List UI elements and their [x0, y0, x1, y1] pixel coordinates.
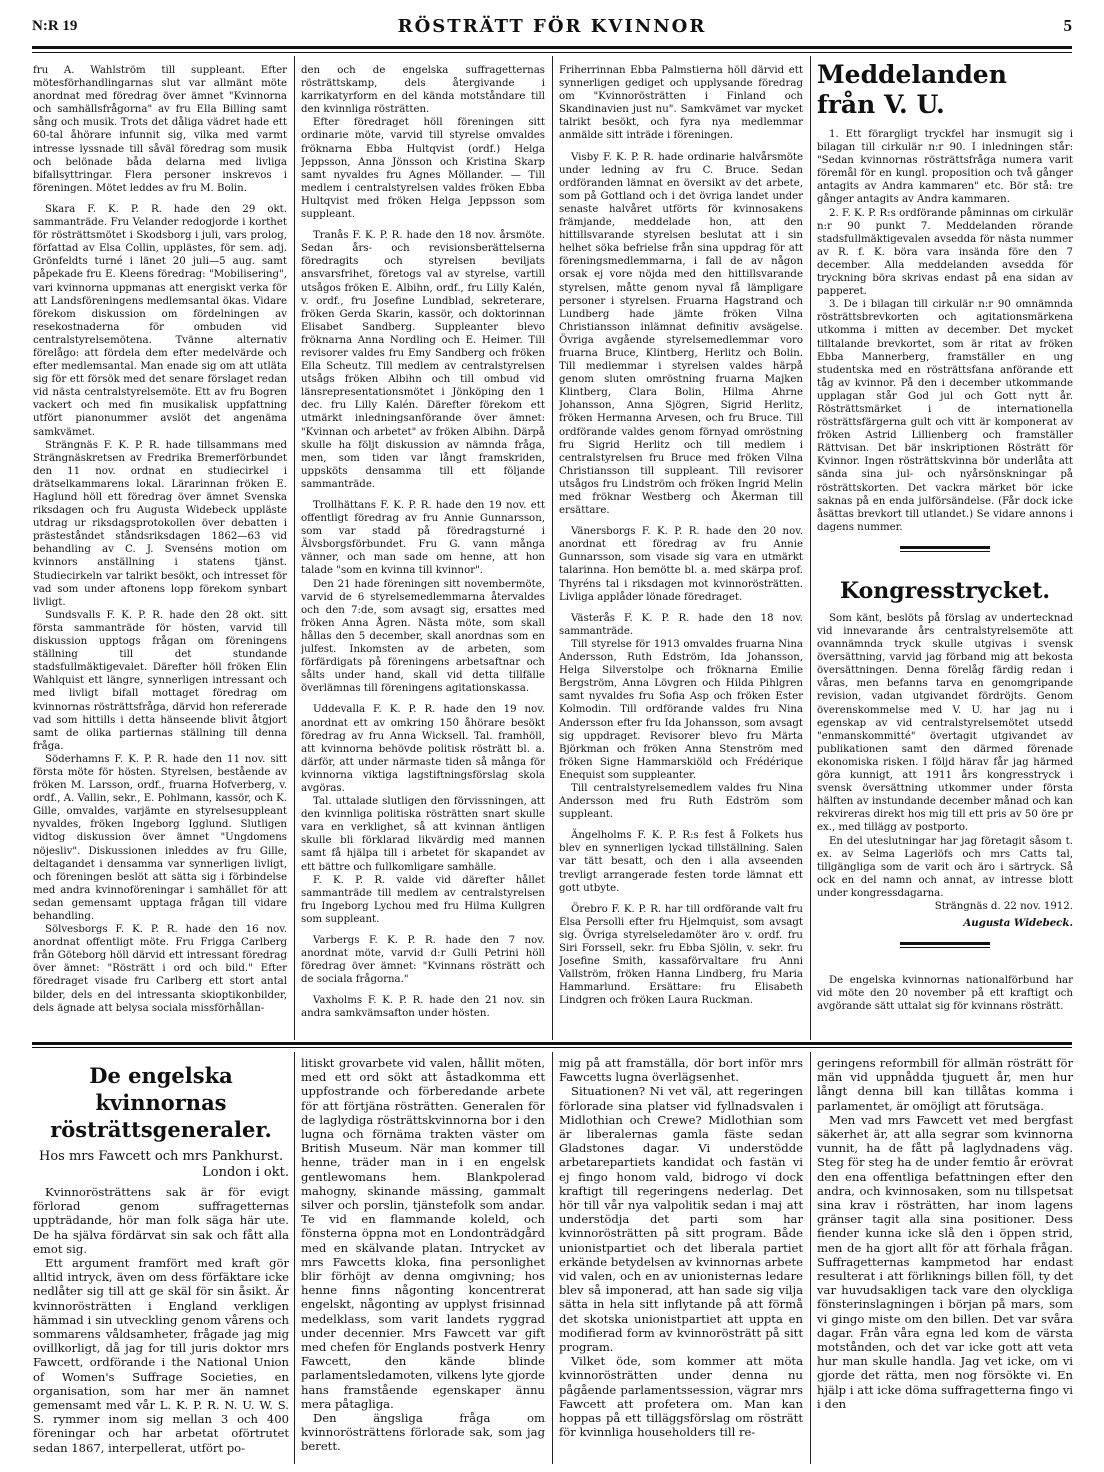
paragraph: Till styrelse för 1913 omvaldes fruarna Nina Andersson, Ruth Edström, Ida Johansson, Helga Silverstolpe och fröknarna Emilie Bergström, Anna Lövgren och Hilda Pihlgren samt nyvaldes fru Sofia Asp och fröken Ester Kolmodin. Till ordförande valdes fru Nina Andersson efter fru Ida Johansson, som avsagt sig uppdraget. Revisorer blevo fru Märta Björkman och fröken Anna Stenström med fröken Signe Hammarskiöld och Frédérique Enequist som suppleanter.: [559, 638, 803, 781]
paragraph-soderhamn: Söderhamns F. K. P. R. hade den 11 nov. sitt första möte för hösten. Styrelsen, bestående av fröken M. Larsson, ordf., fruarna Hofverberg, v. ordf., A. Vallin, sekr., E. Pohlmann, kassör, och K. Gille, omvaldes, varjämte en styrelsesuppleant nyvaldes, fröken Ingeborg Igglund. Slutligen vidtog diskussion över ämnet "Ungdomens nöjesliv". Diskussionen inleddes av fru Gille, deltagandet i densamma var synnerligen livligt, och föreningen beslöt att sätta sig i förbindelse med andra kvinnoföreningar i samhället för att sedan gemensamt upptaga frågan till vidare behandling.: [33, 753, 287, 922]
article-column-2: [301, 1056, 545, 1462]
paragraph: Friherrinnan Ebba Palmstierna höll därvid ett synnerligen gediget och upplysande föredrag om "Kvinnorösträtten i Finland och Skandinavien just nu". Samkvämet var mycket talrikt besökt, och fyra nya medlemmar anmälde sitt inträde i föreningen.: [559, 65, 803, 142]
paragraph: Till centralstyrelsemedlem valdes fru Nina Andersson med fru Ruth Edström som suppleant.: [559, 782, 803, 821]
paragraph: litiskt grovarbete vid valen, hållit möten, med ett ord sökt att åstadkomma ett uppfostrande och förberedande arbete för att förtjäna rösträtten. Generalen för de laglydiga rösträttskvinnorna bor i den lugna och förnäma trakten väster om British Museum. När man kommer till henne, träder man in i en engelsk gentlewomans hem. Blankpolerad mahogny, skinande mässing, gammalt silver och porslin, tjänstefolk som andar. Te vid en flammande koleld, och fönsterna öppna mot en Londonträdgård med en skälvande platan. Intrycket av mrs Fawcetts kloka, fina personlighet blir förhöjt av denna omgivning; hos henne finns någonting koncentrerat engelskt, någonting av upplyst frisinnad medelklass, som varit landets ryggrad under decennier. Mrs Fawcett var gift med chefen för Englands postverk Henry Fawcett, den kände blinde parlamentsledamoten, vilkens lyte gjorde hans framstående egenskaper ännu mera påtagliga.: [301, 1056, 545, 1411]
paragraph-orebro: Örebro F. K. P. R. har till ordförande valt fru Elsa Persolli efter fru Hjelmquist, som avsagt sig. Övriga styrelseledamöter äro v. ordf. fru Siri Forssell, sekr. fru Ebba Sjölin, v. sekr. fru Josefine Smith, kassaförvaltare fru Anni Vallström, fröken Hanna Lindberg, fru Maria Hammarlund. Ersättare: fru Elisabeth Lindgren och fröken Laura Ruckman.: [559, 903, 803, 1007]
paragraph: Vilket öde, som kommer att möta kvinnorösträtten under denna nu pågående parlamentssession, vägrar mrs Fawcett att profetera om. Man kan hoppas på ett tilläggsförslag om rösträtt för kvinnliga householders till re-: [559, 1354, 803, 1440]
paragraph-uddevalla: Uddevalla F. K. P. R. hade den 19 nov. anordnat ett av omkring 150 åhörare besökt föredrag av fru Anna Wicksell. Tal. framhöll, att kvinnorna behövde politisk rösträtt bl. a. därför, att under närmaste tiden så många för kvinnorna viktiga lagstiftningsförslag skola avgöras.: [301, 704, 545, 794]
column-divider: [810, 56, 811, 1040]
paragraph: F. K. P. R. valde vid därefter hållet sammanträde till medlem av centralstyrelsen fru Ingeborg Lychou med fru Hilma Kullgren som suppleant.: [301, 874, 545, 925]
paragraph-tranas: Tranås F. K. P. R. hade den 18 nov. årsmöte. Sedan års- och revisionsberättelserna föredragits och styrelsen beviljats ansvarsfrihet, företogs val av styrelse, vartill utsågos fröken E. Albihn, ordf., fru Lilly Kalén, v. ordf., fru Josefine Lundblad, sekreterare, fröken Gerda Skarin, kassör, och doktorinnan Elisabet Sandberg. Suppleanter blevo fröknarna Anna Nordling och E. Heimer. Till revisorer valdes fru Emy Sandberg och fröken Ella Scheutz. Till medlem av centralstyrelsen utsågs fröken Albihn och till ombud vid länsrepresentationsmötet i Jönköping den 1 dec. fru Lilly Kalén. Därefter förekom ett utmärkt inledningsanförande över ämnet: "Kvinnan och arbetet" av fröken Albihn. Därpå skulle ha följt diskussion av nämnda fråga, men, som tiden var långt framskriden, uppsköts densamma till ett följande sammanträde.: [301, 230, 545, 490]
newspaper-title: RÖSTRÄTT FÖR KVINNOR: [397, 16, 707, 37]
section-divider: [900, 546, 990, 552]
paragraph: fru A. Wahlström till suppleant. Efter mötesförhandlingarnas slut var allmänt möte anordnat med föredrag över ämnet "Kvinnorna och samhällsfrågorna" av fru Ella Billing samt sång och musik. Trots det dåliga vädret hade ett 60-tal åhörare infunnit sig, vilka med varmt intresse lyssnade till såväl föredrag som musik och belönade båda delarna med livliga bifallsyttringar. Flera personer inskrevos i föreningen. Mötet leddes av fru M. Bolin.: [33, 65, 287, 194]
column-3: [559, 64, 803, 1038]
masthead: [32, 14, 1072, 40]
paragraph: mig på att framställa, dör bort inför mrs Fawcetts lugna överlägsenhet.: [559, 1056, 803, 1085]
paragraph: Den 21 hade föreningen sitt novembermöte, varvid de 6 styrelsemedlemmarna återvaldes och den 7:de, som avsagt sig, ersattes med fröken Anna Ågren. Nästa möte, som skall hållas den 5 december, skall anordnas som en julfest. Inkomsten av de arbeten, som förfärdigats på föreningens arbetsaftnar och sålts under hand, skall vid detta tillfälle överlämnas till föreningens agitationskassa.: [301, 578, 545, 695]
paragraph: Men vad mrs Fawcett vet med bergfast säkerhet är, att alla segrar som kvinnorna vunnit, ha de fått på laglydnadens väg. Steg för steg ha de under femtio år erövrat den ena offentliga befattningen efter den andra, och kvinnosaken, som nu tillspetsat sina krav i rösträtten, har inom lagens gränser tagit alla sina positioner. Dess fiender kunna icke slå den i öppen strid, men de ha gjort allt för att förhala frågan. Suffragetternas kampmetod har endast resulterat i att förliknings billen föll, ty det var huvudsakligen tack vare den olyckliga fönsterinslagningen i början på mars, som vi gingo miste om den billen. Det var svåra dagar. Från våra egna led kom de värsta motstånden, och det var icke gott att veta hur man skulle handla. Jag vet icke, om vi gjorde det rätta, men nog försökte vi. En hjälp i att icke döma suffragetterna fingo vi i den: [817, 1112, 1073, 1411]
section-divider: [900, 942, 990, 948]
paragraph-vanersborg: Vänersborgs F. K. P. R. hade den 20 nov. anordnat ett föredrag av fru Annie Gunnarsson, som visade sig vara en utmärkt talarinna. Hon bemötte bl. a. med skärpa prof. Thyréns tal i riksdagen mot kvinnorösträtten. Livliga applåder lönade föredraget.: [559, 526, 803, 603]
paragraph-strangnas: Strängnäs F. K. P. R. hade tillsammans med Strängnäskretsen av Fredrika Bremerförbundet den 11 nov. ordnat en studiecirkel i drätselkammarens lokal. Lärarinnan fröken E. Haglund höll ett föredrag över ämnet Svenska riksdagen och fru Augusta Widebeck uppläste utdrag ur riksdagsprotokollen över debatten i prästeståndet ståndsriksdagen 1862—63 vid behandling av C. J. Svenséns motion om kvinnors anställning i statens tjänst. Studiecirkeln var talrikt besökt, och intresset för vad som under aftonens lopp förekom synbart livligt.: [33, 439, 287, 608]
section-title-kongresstrycket: Kongresstrycket.: [839, 577, 1051, 604]
paragraph-sundsvall: Sundsvalls F. K. P. R. hade den 28 okt. sitt första sammanträde för hösten, varvid till diskussion upptogs frågan om föreningens ställning till det stundande stadsfullmäktigevalet. Därefter höll fröken Elin Wahlquist ett längre, synnerligen intressant och med livligt bifall mottaget föredrag om kvinnornas rösträttsfråga, därvid hon refererade vad som hittills i detta hänseende blivit åtgjort samt de olika partiernas ställning till denna fråga.: [33, 609, 287, 752]
paragraph: Den ängsliga fråga om kvinnorösträttens förlorade sak, som jag berett.: [301, 1411, 545, 1454]
paragraph: 1. Ett förargligt tryckfel har insmugit sig i bilagan till cirkulär n:r 90. I inledningen står: "Sedan kvinnornas rösträttsfråga numera varit föremål för en kungl. proposition och två gånger antagits av Andra kammaren" etc. Bör stå: tre gånger antagits av Andra kammaren.: [817, 129, 1073, 206]
paragraph-vaxholm: Vaxholms F. K. P. R. hade den 21 nov. sin andra samkvämsafton under hösten.: [301, 995, 545, 1020]
paragraph: Tal. uttalade slutligen den förvissningen, att den kvinnliga politiska rösträtten snart skulle vara en verklighet, så att kvinnan äntligen skulle bli förklarad likvärdig med mannen samt få hjälpa till i arbetet för skapandet av ett bättre och fullkomligare samhälle.: [301, 796, 545, 873]
masthead-rule-thin: [32, 52, 1072, 53]
article-dateline: London i okt.: [202, 1165, 289, 1180]
column-divider: [552, 1052, 553, 1464]
paragraph-varberg: Varbergs F. K. P. R. hade den 7 nov. anordnat möte, varvid d:r Gulli Petrini höll föredrag över ämnet: "Kvinnans rösträtt och de sociala frågorna.": [301, 935, 545, 986]
paragraph-trollhattan: Trollhättans F. K. P. R. hade den 19 nov. ett offentligt föredrag av fru Annie Gunnarsson, som var stadd på föredragsturné i Älvsborgsförbundet. Fru G. vann många vänner, och man sade om henne, att hon talade "som en kvinna till kvinnor".: [301, 500, 545, 577]
paragraph-visby: Visby F. K. P. R. hade ordinarie halvårsmöte under ledning av fru C. Bruce. Sedan ordföranden lämnat en översikt av det arbete, som på Gottland och i det övriga landet under senaste halvåret utförts för kvinnosakens främjande, meddelade hon, att den hittillsvarande styrelsen beslutat att i sin helhet söka befrielse från sina uppdrag för att föreningsmedlemmarna, i fall de av någon orsak ej vore nöjda med den hittillsvarande styrelsen, måtte genom nyval få lämpligare personer i styrelsen. Fruarna Hagstrand och Lundberg hade jämte fröken Vilna Christiansson inlämnat definitiv avsägelse. Övriga avgående styrelsemedlemmar voro fruarna Bruce, Klintberg, Herlitz och Bolin. Till medlemmar i styrelsen valdes härpå genom sluten omröstning fruarna Majken Klintberg, Clara Bolin, Hilma Ahrne Johansson, Anna Sjögren, Sigrid Herlitz, fröken Hermanna Arvesen, och fru Bruce. Till ordförande valdes genom förnyad omröstning fru Sigrid Herlitz och till medlem i centralstyrelsen fru Bruce med fröken Vilna Christiansson till suppleant. Till revisorer utsågos fru Lindström och fröken Ingrid Melin med fröknar Westberg och Åkerman till ersättare.: [559, 151, 803, 517]
paragraph: Efter föredraget höll föreningen sitt ordinarie möte, varvid till styrelse omvaldes fröknarna Ebba Hultqvist (ordf.) Helga Jeppsson, Anna Jönsson och Kristina Skarp samt nyvaldes fru Agnes Möllander. — Till medlem i centralstyrelsen valdes fröken Ebba Hultqvist med fröken Helga Jeppsson som suppleant.: [301, 117, 545, 221]
section-rule: [32, 1042, 1072, 1045]
paragraph-angelholm: Ängelholms F. K. P. R:s fest å Folkets hus blev en synnerligen lyckad tillställning. Salen var tätt besatt, och den i alla avseenden trevligt arrangerade festen torde lämnat ett gott utbyte.: [559, 830, 803, 894]
paragraph: Kvinnorösträttens sak är för evigt förlorad genom suffragetternas uppträdande, hör man folk säga här ute. De ha själva fördärvat sin sak och fått alla emot sig.: [33, 1185, 289, 1256]
notice-paragraph: De engelska kvinnornas nationalförbund har vid möte den 20 november på ett kraftigt och avgörande sätt uttalat sig för kvinnans rösträtt.: [817, 975, 1073, 1013]
paragraph: Situationen? Ni vet väl, att regeringen förlorade sina platser vid fyllnadsvalen i Midlothian och Crewe? Midlothian som är liberalernas gamla fäste sedan Gladstones dagar. Vi understödde arbetarepartiets kandidat och fastän vi ej fingo honom vald, bidrogo vi dock kraftigt till regeringens nederlag. Det hör till vår nya valpolitik sedan i maj att understödja det parti som har kvinnorösträtten på sitt program. Både unionistpartiet och det liberala partiet erkände betydelsen av kvinnornas arbete vid valen, och en av unionisternas ledare blev så imponerad, att han sade sig vilja sätta in hela sitt inflytande på att förmå det skotska unionistpartiet att uppta en modifierad form av kvinnorösträtt på sitt program.: [559, 1084, 803, 1355]
column-2: [301, 64, 545, 1038]
dateline: Strängnäs d. 22 nov. 1912.: [934, 900, 1073, 912]
article-column-4: [817, 1056, 1073, 1462]
paragraph: 2. F. K. P. R:s ordförande påminnas om cirkulär n:r 90 punkt 7. Meddelanden rörande stadsfullmäktigevalen avsedda för nästa nummer av R. f. K. böra vara insända före den 7 december. Alla meddelanden avsedda för tryckning böra skrivas endast på ena sidan av papperet.: [817, 207, 1073, 298]
article-title: De engelska kvinnornas rösträttsgeneraler.: [50, 1063, 272, 1142]
paragraph-vasteras: Västerås F. K. P. R. hade den 18 nov. sammanträde.: [559, 612, 803, 637]
paragraph: Som känt, beslöts på förslag av undertecknad vid innevarande års centralstyrelsemöte att ovannämnda tryck skulle utgivas i svensk översättning, varvid jag förband mig att bekosta översättningen. Denna förelåg färdig redan i våras, men befanns tarva en genomgripande revision, vadan utgivandet fördröjts. Genom överenskommelse med V. U. har jag nu i egenskap av vid centralstyrelsemötet utsedd "enmanskommitté" övertagit utgivandet av publikationen samt den därmed förenade ekonomiska risken. I följd härav får jag härmed göra kunnigt, att 1911 års kongresstryck i svensk översättning utkommer under första hälften av instundande december månad och kan rekvireras direkt hos mig till ett pris av 50 öre pr ex., med tillägg av postporto.: [817, 612, 1073, 834]
paragraph-skara: Skara F. K. P. R. hade den 29 okt. sammanträde. Fru Velander redogjorde i korthet för rösträttsmötet i Skodsborg i juli, vars prolog, författad av Elsa Collin, upplästes, för sem. adj. Grönfeldts turné i länet 20 juli—5 aug. samt påpekade fru E. Kleens föredrag: "Mobilisering", vari kvinnorna uppmanas att energiskt verka för att Landsföreningens medlemsantal ökas. Vidare förekom diskussion om fördelningen av resekostnaderna för ombuden vid centralstyrelsemötena. Tvänne alternativ förelågo: att fördela dem efter medelvärde och efter medlemsantal. Man enade sig om att utläta sig för ett försök med det senare förslaget redan vid nästa centralstyrelsemöte. Ett av fru Bogren vackert och med fin musikalisk uppfattning utfört pianonummer avslöt det angenäma samkvämet.: [33, 203, 287, 438]
article-column-1: [33, 1062, 289, 1462]
section-rule-thin: [32, 1047, 1072, 1048]
paragraph-solvesborg: Sölvesborgs F. K. P. R. hade den 16 nov. anordnat offentligt möte. Fru Frigga Carlberg från Göteborg höll därvid ett intressant föredrag över ämnet: "Rösträtt i ord och bild." Efter föredraget visade fru Carlberg ett stort antal bilder, dels en del intressanta skioptikonbilder, dels ägnade att belysa sociala missförhållan-: [33, 924, 287, 1014]
issue-number: N:R 19: [32, 18, 78, 34]
masthead-rule: [32, 46, 1072, 49]
paragraph: 3. De i bilagan till cirkulär n:r 90 omnämnda rösträttsbrevkorten och agitationsmärkena utkomma i mitten av december. Det mycket tilltalande brevkortet, som är ritat av fröken Ebba Mannerberg, framställer en ung studentska med en rösträttsfana anförande ett tåg av kvinnor. På den i december utkommande upplagan står God jul och Gott nytt år. Rösträttsmärket i de internationella rösträttsfärgerna gult och vitt är komponerat av fröken Astrid Lillienberg och framställer Rättvisan. Det bär inskriptionen Rösträtt för Kvinnor. Ingen rösträttskvinna bör underlåta att sända sina jul- och nyårsönskningar på rösträttskorten. Det vackra märket bör icke saknas på en enda julförsändelse. (Får dock icke åsättas brevkort till utlandet.) Se vidare annons i dagens nummer.: [817, 299, 1073, 533]
paragraph: Ett argument framfört med kraft gör alltid intryck, även om dess förfäktare icke nedlåter sig till att ge skäl för sin åsikt. Är kvinnorösträtten i England verkligen hämmad i sin utveckling genom vårens och sommarens våldsamheter, frågade jag mig ovillkorligt, då jag for till juris doktor mrs Fawcett, ordförande i the National Union of Women's Suffrage Societies, en organisation, som har mer än namnet gemensamt med vår L. K. P. R. N. U. W. S. S. rymmer inom sig mellan 3 och 400 föreningar och har arbetat oförtrutet sedan 1867, interpellerat, utfört po-: [33, 1256, 289, 1455]
signature: Augusta Widebeck.: [963, 917, 1073, 930]
column-divider: [810, 1052, 811, 1464]
section-title-meddelanden: Meddelanden från V. U.: [817, 60, 1007, 119]
column-1: [33, 64, 287, 1038]
article-subtitle: Hos mrs Fawcett och mrs Pankhurst.: [39, 1149, 283, 1164]
article-column-3: [559, 1056, 803, 1462]
paragraph: En del uteslutningar har jag företagit såsom t. ex. av Selma Lagerlöfs och mrs Catts tal, tillgängliga som de varit och äro i särtryck. Så ock en del namn och annat, av intresse blott under kongressdagarna.: [817, 835, 1073, 899]
paragraph: den och de engelska suffragetternas rösträttskamp, dels återgivande i karrikatyrform en del kända motståndare till den kvinnliga rösträtten.: [301, 65, 545, 116]
column-divider: [552, 56, 553, 1040]
column-divider: [294, 1052, 295, 1464]
column-4: [817, 60, 1073, 1038]
page-number: 5: [1063, 16, 1072, 35]
column-divider: [294, 56, 295, 1040]
paragraph: geringens reformbill för allmän rösträtt för män vid uppnådda tjuguett år, men hur långt denna bill kan tillåtas komma i parlamentet, är omöjligt att förutsäga.: [817, 1056, 1073, 1113]
